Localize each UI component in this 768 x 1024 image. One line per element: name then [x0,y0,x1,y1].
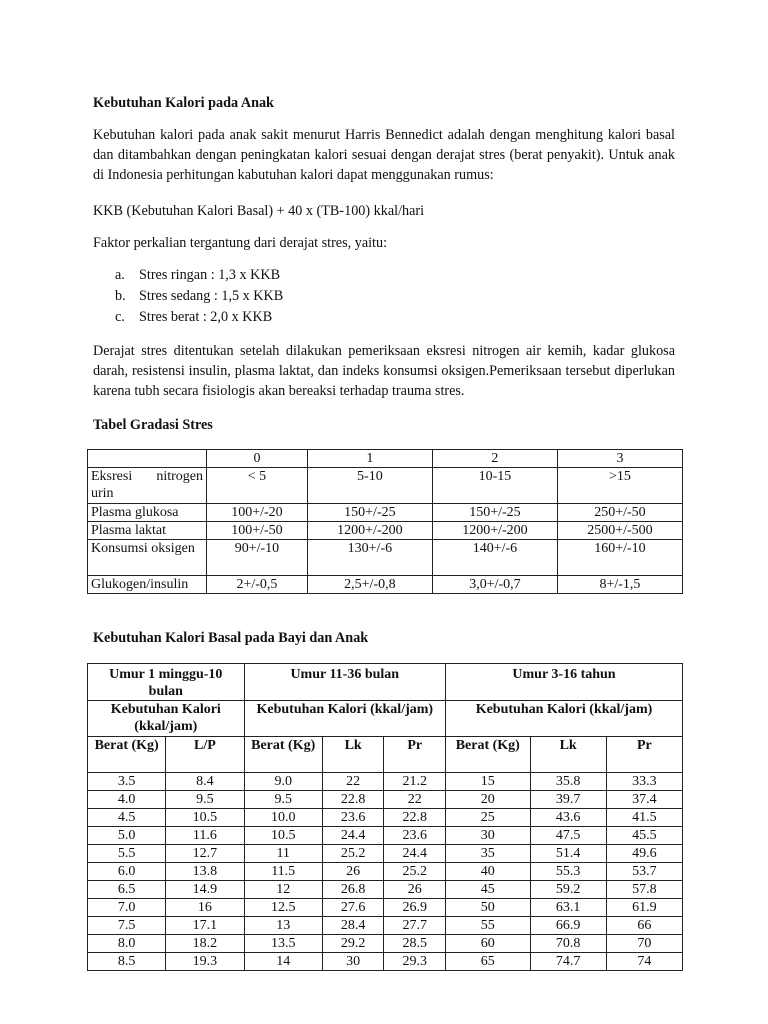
table-cell: 70.8 [530,935,606,953]
table-cell: 6.5 [88,881,166,899]
table-cell: 20 [446,791,531,809]
table-cell: 25.2 [322,845,384,863]
column-header: Pr [606,737,682,773]
table-cell: 10-15 [432,468,557,504]
table-cell: 26 [322,863,384,881]
table-cell: 60 [446,935,531,953]
table-cell: 4.0 [88,791,166,809]
table-cell: 53.7 [606,863,682,881]
table-cell: 100+/-20 [207,504,308,522]
column-header-row [88,737,683,773]
table-cell: 16 [166,899,244,917]
table-cell: 18.2 [166,935,244,953]
table-cell: 11.5 [244,863,322,881]
table-cell: 10.0 [244,809,322,827]
column-header: Berat (Kg) [88,737,166,773]
table-row [88,522,683,540]
table-cell: 8.5 [88,953,166,971]
table-row [88,468,683,504]
table-cell: 22.8 [322,791,384,809]
subheader: Kebutuhan Kalori (kkal/jam) [446,701,683,737]
table-cell: 25 [446,809,531,827]
table-cell: 130+/-6 [307,540,432,576]
table-cell: 100+/-50 [207,522,308,540]
table-cell: 19.3 [166,953,244,971]
table-cell: 27.7 [384,917,446,935]
column-header: Berat (Kg) [244,737,322,773]
table-cell: 150+/-25 [432,504,557,522]
table-cell: 3,0+/-0,7 [432,576,557,594]
kalori-title: Kebutuhan Kalori Basal pada Bayi dan Anak [93,630,369,646]
stress-factor-list [93,265,283,328]
table-cell: 51.4 [530,845,606,863]
table-cell: 250+/-50 [557,504,682,522]
table-cell: 37.4 [606,791,682,809]
table-cell: 45 [446,881,531,899]
table-cell: 27.6 [322,899,384,917]
table-cell: 13.8 [166,863,244,881]
table-cell: 8+/-1,5 [557,576,682,594]
table-cell: 8.0 [88,935,166,953]
table-cell: 41.5 [606,809,682,827]
table-cell: 30 [446,827,531,845]
table-row [88,827,683,845]
table-cell: 9.5 [166,791,244,809]
table-cell: 11.6 [166,827,244,845]
column-header: L/P [166,737,244,773]
table-cell: 74 [606,953,682,971]
table-cell: 2+/-0,5 [207,576,308,594]
intro-paragraph: Kebutuhan kalori pada anak sakit menurut Harris Bennedict adalah dengan menghitung kalori basal dan ditambahkan dengan peningkatan kalori sesuai dengan derajat stres (berat penyakit). Untuk anak di Indonesia perhitungan kabutuhan kalori dapat menggunakan rumus: [93,127,675,183]
table-header-cell: 0 [207,450,308,468]
table-cell: 2500+/-500 [557,522,682,540]
table-cell: 10.5 [244,827,322,845]
table-cell: 70 [606,935,682,953]
table-cell: 15 [446,773,531,791]
table-cell: 90+/-10 [207,540,308,576]
list-marker: a. [115,267,125,283]
table-cell: 14.9 [166,881,244,899]
formula-text: KKB (Kebutuhan Kalori Basal) + 40 x (TB-100) kkal/hari [93,203,425,219]
table-cell: 74.7 [530,953,606,971]
table-cell: 5.5 [88,845,166,863]
subheader: Kebutuhan Kalori (kkal/jam) [88,701,245,737]
table-cell: 5-10 [307,468,432,504]
row-label: Glukogen/insulin [88,576,207,594]
table-row [88,504,683,522]
table-row [88,935,683,953]
row-label: Konsumsi oksigen [88,540,207,576]
column-header: Lk [322,737,384,773]
column-header: Lk [530,737,606,773]
group-header-row [88,664,683,701]
table-cell: 160+/-10 [557,540,682,576]
table-cell: 35.8 [530,773,606,791]
section-title: Kebutuhan Kalori pada Anak [93,95,274,111]
table-cell: 6.0 [88,863,166,881]
table-cell: 29.2 [322,935,384,953]
table-cell: 10.5 [166,809,244,827]
table-cell: 13.5 [244,935,322,953]
table-cell: 23.6 [322,809,384,827]
gradasi-title: Tabel Gradasi Stres [93,417,213,433]
table-cell: 22.8 [384,809,446,827]
table-cell: 1200+/-200 [307,522,432,540]
table-cell: 7.5 [88,917,166,935]
list-text: Stres ringan : 1,3 x KKB [139,267,281,283]
table-cell: 12.5 [244,899,322,917]
table-cell: 28.5 [384,935,446,953]
table-cell: 66.9 [530,917,606,935]
table-cell: 25.2 [384,863,446,881]
table-cell: 2,5+/-0,8 [307,576,432,594]
table-header-row [88,450,683,468]
table-cell: 24.4 [384,845,446,863]
table-cell: 7.0 [88,899,166,917]
table-cell: 33.3 [606,773,682,791]
group-header: Umur 3-16 tahun [446,664,683,701]
row-label: Plasma glukosa [88,504,207,522]
table-cell: 1200+/-200 [432,522,557,540]
table-cell: 12.7 [166,845,244,863]
list-marker: c. [115,309,125,325]
group-header: Umur 11-36 bulan [244,664,445,701]
table-row [88,540,683,576]
list-text: Stres berat : 2,0 x KKB [139,309,273,325]
table-row [88,881,683,899]
table-header-cell: 1 [307,450,432,468]
table-cell: 9.0 [244,773,322,791]
list-text: Stres sedang : 1,5 x KKB [139,288,284,304]
column-header: Berat (Kg) [446,737,531,773]
table-row [88,845,683,863]
table-cell: 9.5 [244,791,322,809]
table-row [88,809,683,827]
table-row [88,899,683,917]
gradasi-table [87,449,683,594]
table-cell: 12 [244,881,322,899]
table-cell: 30 [322,953,384,971]
table-cell: 63.1 [530,899,606,917]
list-item [115,286,283,307]
table-cell: 28.4 [322,917,384,935]
table-cell: 14 [244,953,322,971]
table-header-cell: 2 [432,450,557,468]
table-cell: 24.4 [322,827,384,845]
table-cell: 26 [384,881,446,899]
table-cell: 4.5 [88,809,166,827]
table-cell: 45.5 [606,827,682,845]
table-cell: 43.6 [530,809,606,827]
row-label: Eksresi nitrogen urin [88,468,207,504]
subheader-row [88,701,683,737]
table-row [88,576,683,594]
column-header: Pr [384,737,446,773]
table-cell: 57.8 [606,881,682,899]
kalori-table-body [88,773,683,971]
list-marker: b. [115,288,126,304]
table-cell: 47.5 [530,827,606,845]
table-cell: 22 [322,773,384,791]
table-cell: 55 [446,917,531,935]
table-row [88,953,683,971]
table-cell: 55.3 [530,863,606,881]
table-cell: 59.2 [530,881,606,899]
table-cell: 40 [446,863,531,881]
table-header-cell [88,450,207,468]
subheader: Kebutuhan Kalori (kkal/jam) [244,701,445,737]
table-row [88,863,683,881]
table-cell: 3.5 [88,773,166,791]
table-header-cell: 3 [557,450,682,468]
table-cell: 23.6 [384,827,446,845]
group-header: Umur 1 minggu-10 bulan [88,664,245,701]
table-cell: 150+/-25 [307,504,432,522]
table-cell: >15 [557,468,682,504]
table-cell: 21.2 [384,773,446,791]
table-cell: 66 [606,917,682,935]
kalori-table [87,663,683,971]
table-cell: 140+/-6 [432,540,557,576]
table-cell: 35 [446,845,531,863]
table-cell: 49.6 [606,845,682,863]
table-cell: 13 [244,917,322,935]
table-cell: 65 [446,953,531,971]
table-cell: 26.9 [384,899,446,917]
table-row [88,791,683,809]
faktor-intro: Faktor perkalian tergantung dari derajat stres, yaitu: [93,235,388,251]
table-cell: 26.8 [322,881,384,899]
list-item [115,307,283,328]
table-cell: 17.1 [166,917,244,935]
table-cell: < 5 [207,468,308,504]
table-cell: 61.9 [606,899,682,917]
table-row [88,917,683,935]
table-cell: 29.3 [384,953,446,971]
table-row [88,773,683,791]
stress-paragraph: Derajat stres ditentukan setelah dilakukan pemeriksaan eksresi nitrogen air kemih, kadar glukosa darah, resistensi insulin, plasma laktat, dan indeks konsumsi oksigen.Pemeriksaan tersebut diperlukan karena tubh secara fisiologis akan bereaksi terhadap trauma stres. [93,343,675,399]
list-item [115,265,283,286]
table-cell: 39.7 [530,791,606,809]
table-cell: 11 [244,845,322,863]
table-cell: 5.0 [88,827,166,845]
table-cell: 50 [446,899,531,917]
table-cell: 8.4 [166,773,244,791]
row-label: Plasma laktat [88,522,207,540]
table-cell: 22 [384,791,446,809]
